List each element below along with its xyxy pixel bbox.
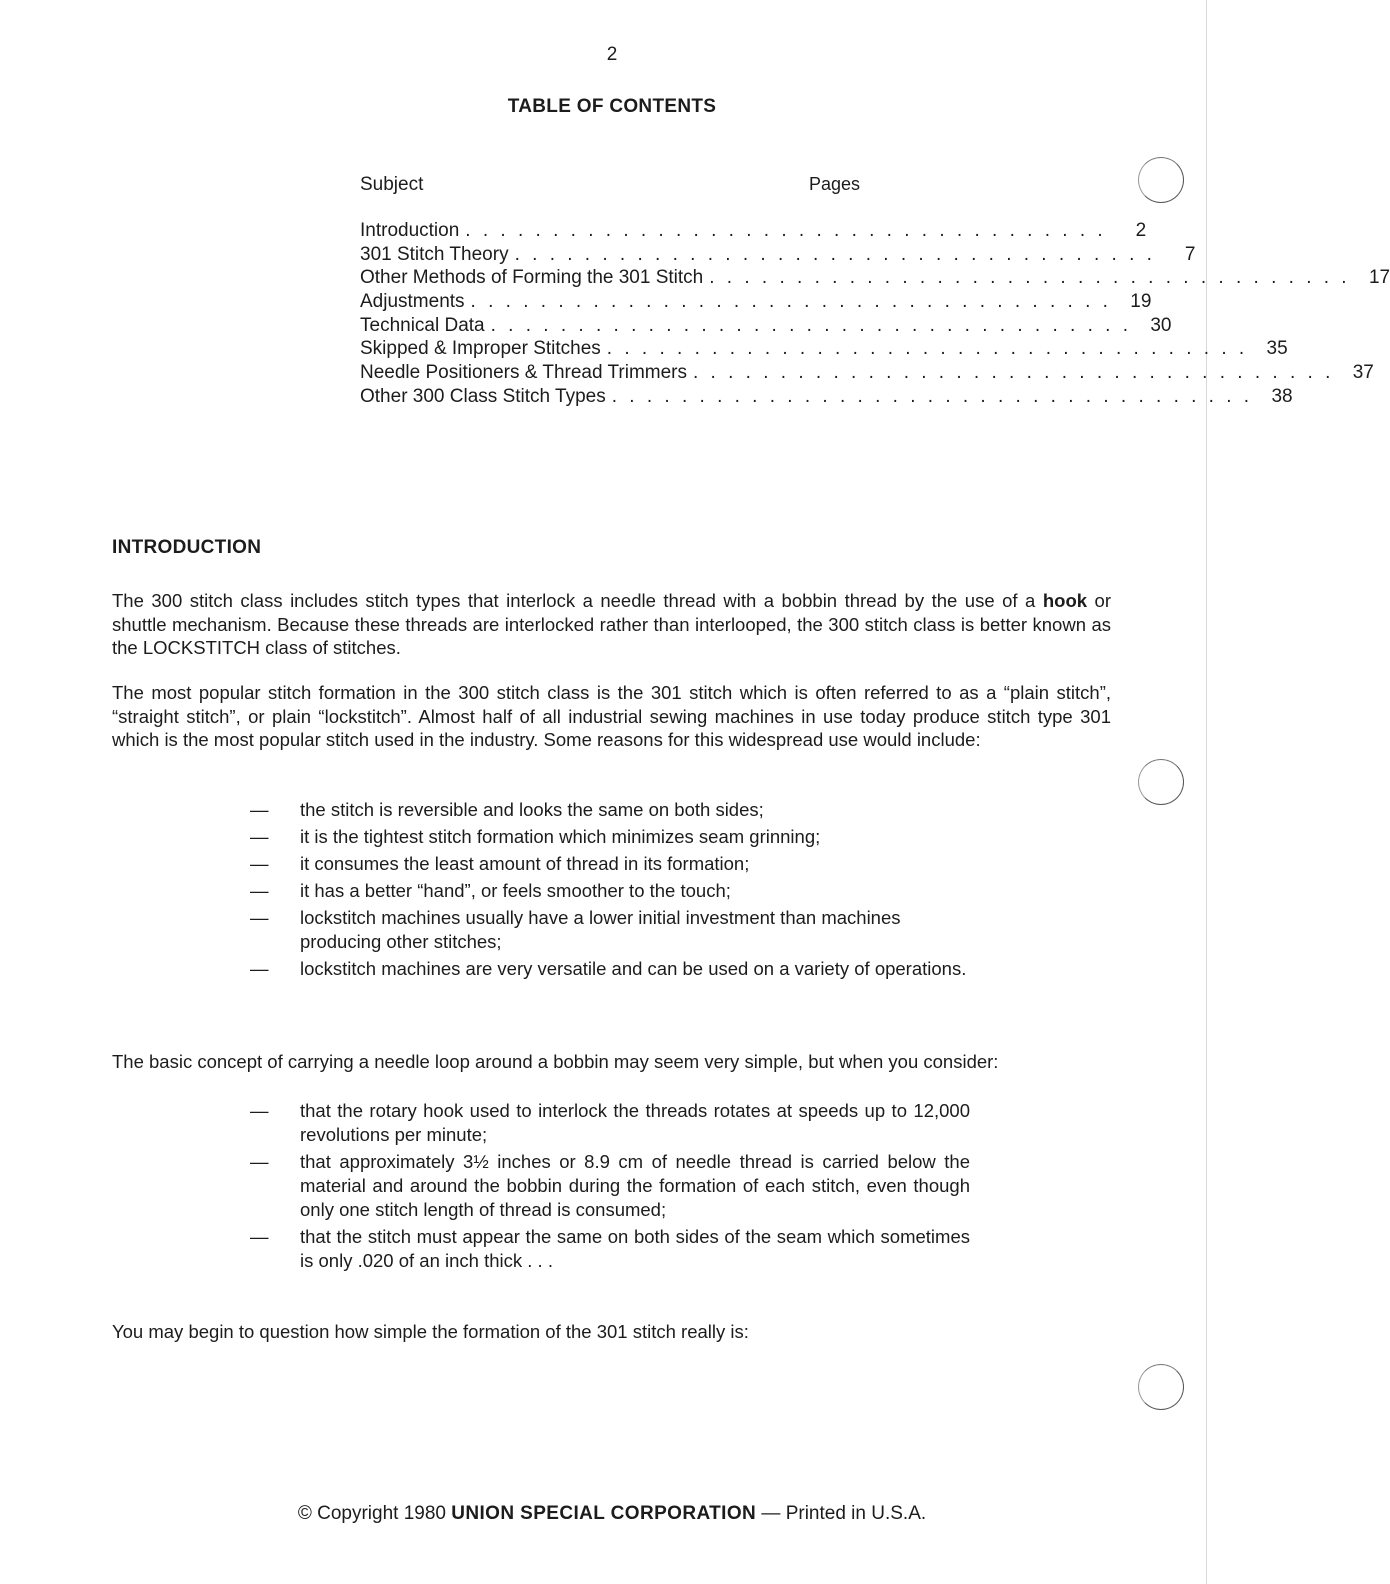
toc-leader-dots: . . . . . . . . . . . . . . . . . . . . . . . . . . . . . . . . . . . . . — [514, 243, 1156, 265]
toc-entry-page: 2 — [1135, 220, 1147, 241]
dash-bullet: — — [250, 958, 269, 979]
toc-entry-page: 37 — [1352, 362, 1374, 384]
intro-paragraph-3: The basic concept of carrying a needle loop around a bobbin may seem very simple, but when you consider: — [112, 1051, 999, 1072]
toc-entry-page: 30 — [1150, 314, 1172, 336]
list-item — [250, 1150, 970, 1222]
toc-leader-dots: . . . . . . . . . . . . . . . . . . . . . . . . . . . . . . . . . . . . . — [465, 220, 1107, 241]
toc-leader-dots: . . . . . . . . . . . . . . . . . . . . . . . . . . . . . . . . . . . . . — [611, 385, 1253, 407]
toc-pages-header: Pages — [808, 174, 860, 194]
reasons-list — [250, 798, 970, 984]
list-item-text: it consumes the least amount of thread in its formation; — [300, 853, 750, 874]
copyright-footer — [0, 1503, 1224, 1525]
dash-bullet: — — [250, 799, 269, 820]
dash-bullet: — — [250, 907, 269, 928]
list-item-text: lockstitch machines are very versatile and can be used on a variety of operations. — [300, 958, 967, 979]
toc-entry-page: 35 — [1266, 338, 1288, 360]
list-item — [250, 957, 970, 981]
dash-bullet: — — [250, 1151, 269, 1172]
introduction-heading: INTRODUCTION — [112, 537, 262, 558]
list-item — [250, 798, 970, 822]
punch-hole-icon — [1138, 759, 1184, 805]
dash-bullet: — — [250, 880, 269, 901]
toc-entry — [360, 291, 1152, 315]
toc-title: TABLE OF CONTENTS — [507, 96, 717, 117]
toc-entry-label: Technical Data — [360, 314, 485, 336]
list-item — [250, 1225, 970, 1273]
toc-entry — [360, 267, 1390, 291]
intro-paragraph-4: You may begin to question how simple the formation of the 301 stitch really is: — [112, 1321, 749, 1342]
toc-entry — [360, 220, 1147, 244]
footer-printed: — Printed in U.S.A. — [756, 1503, 927, 1524]
toc-leader-dots: . . . . . . . . . . . . . . . . . . . . . . . . . . . . . . . . . . . . . — [470, 291, 1112, 313]
list-item — [250, 852, 970, 876]
list-item-text: that the rotary hook used to interlock the threads rotates at speeds up to 12,000 revolutions per minute; — [300, 1100, 970, 1145]
page-number: 2 — [606, 44, 618, 65]
toc-entry-label: Skipped & Improper Stitches — [360, 338, 601, 360]
toc-entry — [360, 362, 1374, 386]
toc-entry — [360, 243, 1196, 268]
toc-entry-label: Other Methods of Forming the 301 Stitch — [360, 267, 704, 289]
considerations-list — [250, 1099, 970, 1276]
list-item — [250, 906, 970, 954]
list-item-text: the stitch is reversible and looks the same on both sides; — [300, 799, 764, 820]
intro-paragraph-2: The most popular stitch formation in the 300 stitch class is the 301 stitch which is often referred to as a “plain stitch”, “straight stitch”, or plain “lockstitch”. Almost half of all industrial sewing machines in use today produce stitch type 301 which is the most popular stitch used in the industry. Some reasons for this widespread use would include: — [112, 682, 1111, 750]
list-item-text: that approximately 3½ inches or 8.9 cm of needle thread is carried below the material and around the bobbin during the formation of each stitch, even though only one stitch length of thread is consumed; — [300, 1151, 970, 1220]
punch-hole-icon — [1138, 157, 1184, 203]
toc-entry-label: Other 300 Class Stitch Types — [360, 385, 606, 407]
intro-p1-bold-term: hook — [1042, 590, 1088, 611]
toc-leader-dots: . . . . . . . . . . . . . . . . . . . . . . . . . . . . . . . . . . . . . — [606, 338, 1248, 360]
intro-p1-text: The 300 stitch class includes stitch types that interlock a needle thread with a bobbin thread by the use of a — [112, 590, 1043, 611]
toc-leader-dots: . . . . . . . . . . . . . . . . . . . . . . . . . . . . . . . . . . . . . — [693, 362, 1334, 384]
dash-bullet: — — [250, 1100, 269, 1121]
table-of-contents — [360, 174, 1390, 410]
dash-bullet: — — [250, 826, 269, 847]
list-item-text: lockstitch machines usually have a lower initial investment than machines producing other stitches; — [300, 907, 901, 952]
list-item-text: it has a better “hand”, or feels smoother to the touch; — [300, 880, 731, 901]
toc-entry-label: 301 Stitch Theory — [360, 243, 509, 265]
dash-bullet: — — [250, 853, 269, 874]
toc-entry-page: 19 — [1130, 291, 1152, 313]
toc-entry-page: 38 — [1271, 385, 1293, 407]
list-item-text: it is the tightest stitch formation which minimizes seam grinning; — [300, 826, 821, 847]
toc-entry — [360, 385, 1293, 410]
list-item — [250, 879, 970, 903]
intro-p1-text-cont: or shuttle mechanism. Because these threads are interlocked rather than interlooped, the 300 stitch class is better known as the LOCKSTITCH class of stitches. — [112, 590, 1111, 658]
list-item — [250, 825, 970, 849]
punch-hole-icon — [1138, 1364, 1184, 1410]
toc-entry — [360, 338, 1288, 362]
toc-subject-header: Subject — [360, 174, 424, 195]
dash-bullet: — — [250, 1226, 269, 1247]
toc-entry-page: 17 — [1368, 267, 1390, 289]
toc-entry-page: 7 — [1184, 243, 1196, 265]
footer-corporation: UNION SPECIAL CORPORATION — [451, 1503, 757, 1524]
footer-copyright: © Copyright 1980 — [297, 1503, 452, 1524]
list-item-text: that the stitch must appear the same on both sides of the seam which sometimes is only .020 of an inch thick . . . — [300, 1226, 970, 1271]
toc-header — [360, 174, 860, 198]
toc-leader-dots: . . . . . . . . . . . . . . . . . . . . . . . . . . . . . . . . . . . . . — [709, 267, 1351, 289]
toc-entry-label: Adjustments — [360, 291, 465, 313]
toc-leader-dots: . . . . . . . . . . . . . . . . . . . . . . . . . . . . . . . . . . . . . — [490, 314, 1132, 336]
intro-paragraph-1 — [112, 589, 1111, 660]
toc-entry-label: Introduction — [360, 220, 460, 241]
toc-entry-label: Needle Positioners & Thread Trimmers — [360, 362, 687, 384]
toc-entry — [360, 314, 1172, 339]
scan-edge-line — [1206, 0, 1207, 1584]
list-item — [250, 1099, 970, 1147]
